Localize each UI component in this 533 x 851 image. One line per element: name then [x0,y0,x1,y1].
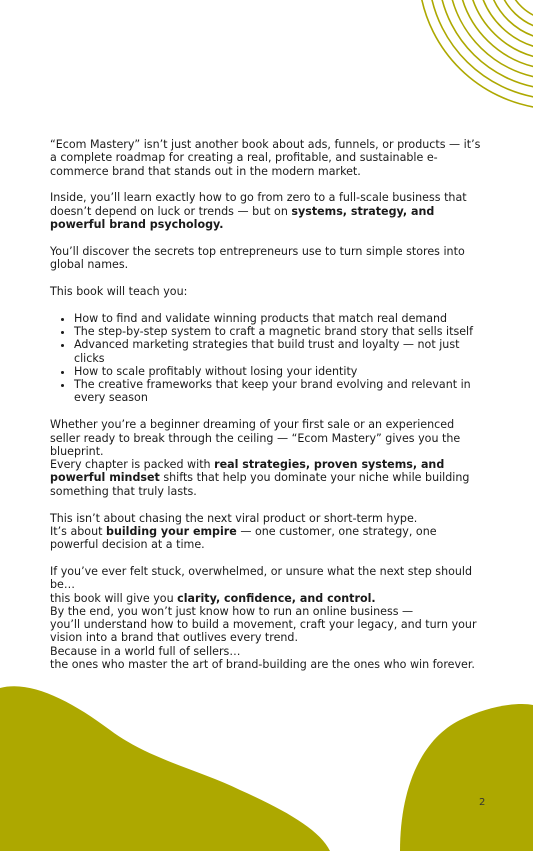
whether-line2-bold: real strategies, proven systems, and powerful mindset [50,458,445,485]
whether-line2-post: shifts that help you dominate your niche while building something that truly lasts. [50,471,470,498]
body-text [50,138,482,685]
teach-heading: This book will teach you: [50,284,188,298]
closing-line4: you’ll understand how to build a movement, craft your legacy, and turn your vision into a brand that outlives every trend. [50,618,477,645]
closing-line3: By the end, you won’t just know how to run an online business — [50,604,414,618]
inside-bold: systems, strategy, and powerful brand psychology. [50,204,435,231]
list-item: • Advanced marketing strategies that build trust and loyalty — not just clicks [74,338,482,365]
page-number: 2 [479,797,486,808]
inside-text: Inside, you’ll learn exactly how to go from zero to a full-scale business that doesn’t depend on luck or trends — but on [50,191,467,218]
closing-line5: Because in a world full of sellers… [50,644,241,658]
list-item: • How to find and validate winning products that match real demand [74,312,482,325]
empire-line2-pre: It’s about [50,524,106,538]
list-item: • The creative frameworks that keep your brand evolving and relevant in every season [74,378,482,405]
decorative-arcs [380,0,533,150]
empire-line2-post: — one customer, one strategy, one powerful decision at a time. [50,524,437,552]
empire-paragraph [50,512,482,552]
discover-paragraph: You’ll discover the secrets top entrepreneurs use to turn simple stores into global names. [50,244,465,272]
whether-line2-pre: Every chapter is packed with [50,458,215,472]
inside-paragraph [50,191,482,231]
closing-line1: If you’ve ever felt stuck, overwhelmed, or unsure what the next step should be… [50,564,473,592]
closing-line2-pre: this book will give you [50,591,178,605]
list-item: • How to scale profitably without losing your identity [74,365,482,378]
decorative-blob-left [0,680,330,851]
list-item: • The step-by-step system to craft a magnetic brand story that sells itself [74,325,482,338]
decorative-blob-right [400,700,533,851]
empire-line2-bold: building your empire [106,524,237,538]
whether-paragraph [50,418,482,498]
closing-line6: the ones who master the art of brand-building are the ones who win forever. [50,658,475,671]
whether-line1: Whether you’re a beginner dreaming of your first sale or an experienced seller ready to break through the ceiling — “Ecom Mastery” gives you the blueprint. [50,418,461,458]
bullet-list [50,312,482,405]
closing-line2-bold: clarity, confidence, and control. [177,591,376,605]
empire-line1: This isn’t about chasing the next viral product or short-term hype. [50,511,418,525]
intro-paragraph: “Ecom Mastery” isn’t just another book about ads, funnels, or products — it’s a complete roadmap for creating a real, profitable, and sustainable e-commerce brand that stands out in the modern market. [50,138,481,178]
closing-paragraph [50,565,482,671]
